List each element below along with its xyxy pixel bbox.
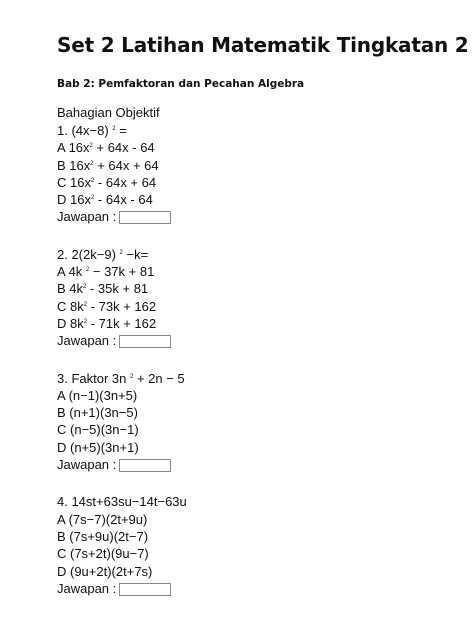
option-b: B (7s+9u)(2t−7)	[57, 528, 149, 544]
answer-row	[57, 580, 457, 597]
question-stem: 4. 14st+63su−14t−63u	[57, 494, 187, 510]
answer-label: Jawapan :	[57, 209, 117, 225]
answer-row	[57, 456, 457, 473]
option-text: A 4k	[57, 264, 83, 280]
question-stem	[57, 246, 457, 263]
exponent: 2	[83, 284, 87, 291]
option-d: D (n+5)(3n+1)	[57, 439, 139, 455]
chapter-heading: Bab 2: Pemfaktoran dan Pecahan Algebra	[57, 78, 305, 90]
option-c	[57, 174, 457, 191]
question-4	[57, 493, 457, 597]
option-a: A (n−1)(3n+5)	[57, 387, 138, 403]
option-text: D 16x	[57, 192, 91, 208]
option-d: D (9u+2t)(2t+7s)	[57, 563, 153, 579]
answer-input[interactable]	[119, 211, 171, 224]
exponent: 2	[85, 267, 90, 274]
question-stem	[57, 122, 457, 139]
option-text: C 16x	[57, 174, 91, 190]
stem-text: −k=	[122, 246, 149, 262]
option-text: A 16x	[57, 140, 90, 156]
exponent: 2	[90, 160, 94, 167]
option-d	[57, 315, 457, 332]
option-text: - 71k + 162	[87, 315, 157, 331]
option-b	[57, 157, 457, 174]
answer-row	[57, 332, 457, 349]
exponent: 2	[89, 143, 93, 150]
option-text: + 64x + 64	[93, 157, 159, 173]
answer-row	[57, 208, 457, 225]
option-text: - 73k + 162	[87, 298, 157, 314]
option-c: C (n−5)(3n−1)	[57, 422, 139, 438]
option-text: - 35k + 81	[86, 281, 149, 297]
question-stem	[57, 370, 457, 387]
option-b	[57, 280, 457, 297]
worksheet-page	[57, 28, 469, 617]
option-a: A (7s−7)(2t+9u)	[57, 511, 148, 527]
option-text: B 4k	[57, 281, 84, 297]
answer-input[interactable]	[119, 583, 171, 596]
option-text: − 37k + 81	[89, 264, 155, 280]
stem-text: + 2n − 5	[133, 370, 185, 386]
option-text: C 8k	[57, 298, 84, 314]
page-title: Set 2 Latihan Matematik Tingkatan 2	[57, 33, 469, 57]
option-c	[57, 298, 457, 315]
option-c: C (7s+2t)(9u−7)	[57, 546, 149, 562]
question-2	[57, 246, 457, 350]
answer-input[interactable]	[119, 459, 171, 472]
option-a	[57, 263, 457, 280]
exponent: 2	[83, 318, 88, 325]
stem-text: 2. 2(2k−9)	[57, 246, 116, 262]
option-text: + 64x - 64	[92, 140, 155, 156]
section-heading: Bahagian Objektif	[57, 105, 160, 120]
stem-text: 3. Faktor 3n	[57, 370, 127, 386]
answer-input[interactable]	[119, 335, 171, 348]
option-a	[57, 139, 457, 156]
option-d	[57, 191, 457, 208]
option-text: - 64x - 64	[94, 192, 153, 208]
option-text: - 64x + 64	[94, 174, 157, 190]
answer-label: Jawapan :	[57, 333, 117, 349]
exponent: 2	[90, 195, 95, 202]
exponent: 2	[112, 126, 116, 132]
stem-text: =	[115, 123, 127, 138]
answer-label: Jawapan :	[57, 580, 117, 596]
exponent: 2	[83, 301, 88, 308]
exponent: 2	[90, 177, 95, 184]
stem-text: 1. (4x−8)	[57, 123, 109, 138]
exponent: 2	[119, 249, 123, 256]
answer-label: Jawapan :	[57, 457, 117, 473]
option-text: D 8k	[57, 315, 84, 331]
option-b: B (n+1)(3n−5)	[57, 405, 138, 421]
question-1	[57, 122, 457, 226]
exponent: 2	[130, 373, 134, 380]
option-text: B 16x	[57, 157, 91, 173]
question-3	[57, 370, 457, 474]
